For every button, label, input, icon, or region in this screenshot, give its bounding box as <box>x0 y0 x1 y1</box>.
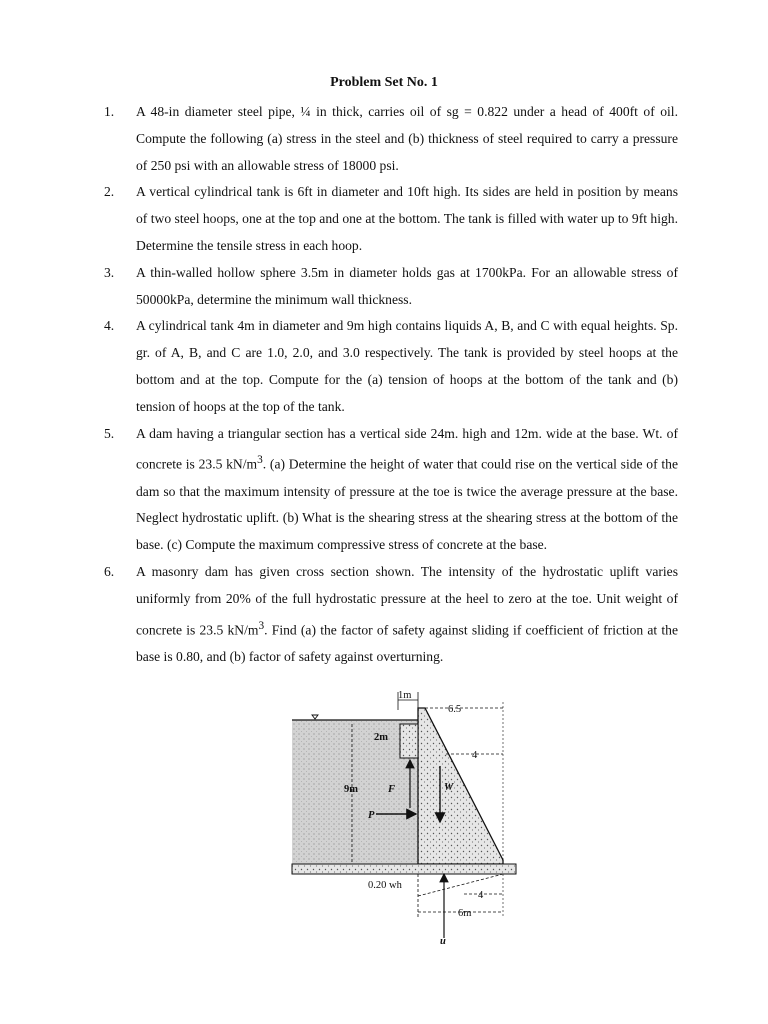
problem-item <box>104 99 678 179</box>
label-uplift-ratio: 0.20 wh <box>368 880 402 891</box>
dim-base-right: 4 <box>478 890 484 901</box>
dim-crest-to-toe: 6.5 <box>448 704 462 715</box>
dim-crest-height: 2m <box>374 732 388 743</box>
problem-text: A dam having a triangular section has a vertical side 24m. high and 12m. wide at the base. Wt. of concrete is 23.5 kN/m <box>136 425 678 472</box>
problem-text: A thin-walled hollow sphere 3.5m in diameter holds gas at 1700kPa. For an allowable stress of 50000kPa, determine the minimum wall thickness. <box>136 264 678 307</box>
dam-cross-section-diagram <box>288 688 520 946</box>
dim-base-width: 6m <box>458 908 472 919</box>
document-title: Problem Set No. 1 <box>330 75 438 90</box>
problem-item <box>104 179 678 259</box>
dam-body <box>418 708 503 864</box>
unit-superscript: 3 <box>258 619 265 632</box>
label-uplift: u <box>440 936 446 946</box>
problem-text: A masonry dam has given cross section shown. The intensity of the hydrostatic uplift varies uniformly from 20% of the full hydrostatic pressure at the heel to zero at the toe. Unit weight of concrete is 23.5 kN/m <box>136 564 678 638</box>
problem-number: 4. <box>104 318 115 334</box>
dim-water-height: 9m <box>344 784 358 795</box>
water-level-icon <box>312 715 318 719</box>
label-pressure: P <box>368 810 375 821</box>
label-uplift-force: F <box>388 784 396 795</box>
problem-number: 5. <box>104 425 115 441</box>
problem-item <box>104 313 678 420</box>
problem-number: 3. <box>104 264 115 280</box>
problem-text-continued: . Find (a) the factor of safety against sliding if coefficient of friction at the base is 0.80, and (b) factor of safety against overturning. <box>136 622 678 664</box>
problem-text: A vertical cylindrical tank is 6ft in diameter and 10ft high. Its sides are held in position by means of two steel hoops, one at the top and one at the bottom. The tank is filled with water up to 9ft high. Determine the tensile stress in each hoop. <box>136 184 678 253</box>
problem-item <box>104 260 678 314</box>
problem-list <box>104 99 678 671</box>
unit-superscript: 3 <box>257 454 263 467</box>
foundation <box>292 864 516 874</box>
problem-text-continued: . (a) Determine the height of water that could rise on the vertical side of the dam so that the maximum intensity of pressure at the toe is twice the average pressure at the base. Neglect hydrostatic uplift. (b) What is the shearing stress at the shearing stress at the bottom of the base. (c) Compute the maximum compressive stress of concrete at the base. <box>136 456 678 553</box>
crest-block <box>400 724 418 758</box>
dim-mid-width: 4 <box>472 750 478 761</box>
problem-number: 6. <box>104 564 115 580</box>
problem-number: 2. <box>104 184 115 200</box>
problem-number: 1. <box>104 104 115 119</box>
problem-item <box>104 421 678 560</box>
dim-top-width: 1m <box>398 690 412 701</box>
problem-text: A 48-in diameter steel pipe, ¼ in thick, carries oil of sg = 0.822 under a head of 400ft of oil. Compute the following (a) stress in the steel and (b) thickness of steel required to carry a pressure of 250 psi with an allowable stress of 18000 psi. <box>136 104 678 173</box>
problem-item <box>104 559 678 671</box>
dam-figure <box>288 688 520 946</box>
label-weight: W <box>444 782 454 793</box>
problem-text: A cylindrical tank 4m in diameter and 9m high contains liquids A, B, and C with equal heights. Sp. gr. of A, B, and C are 1.0, 2.0, and 3.0 respectively. The tank is provided by steel hoops at the bottom and at the top. Compute for the (a) tension of hoops at the bottom of the tank and (b) tension of hoops at the top of the tank. <box>136 318 678 414</box>
